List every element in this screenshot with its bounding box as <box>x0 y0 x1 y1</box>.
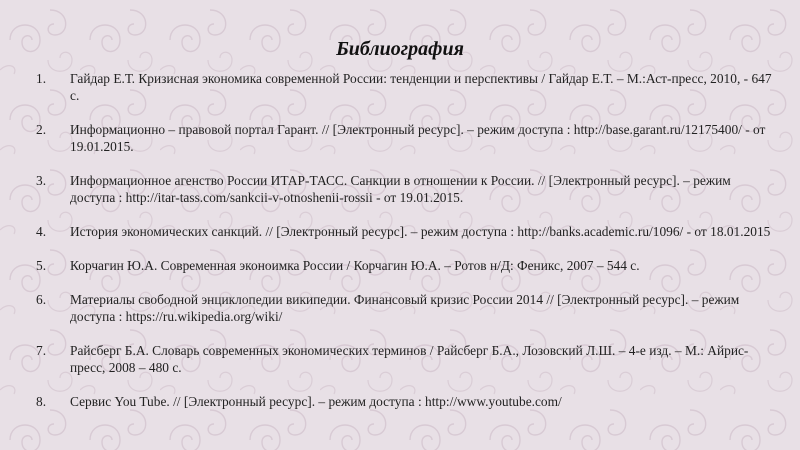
item-number: 8. <box>36 394 47 409</box>
list-item <box>36 70 776 104</box>
item-text: Корчагин Ю.А. Современная эконоимка России / Корчагин Ю.А. – Ротов н/Д: Феникс, 2007 – 544 с. <box>70 258 640 273</box>
list-item <box>36 342 776 376</box>
list-item <box>36 291 776 325</box>
item-number: 6. <box>36 292 47 307</box>
item-text: Сервис You Tube. // [Электронный ресурс]. – режим доступа : http://www.youtube.com/ <box>70 394 562 409</box>
item-text: Информационное агенство России ИТАР-ТАСС. Санкции в отношении к России. // [Электронный ресурс]. – режим доступа : http://itar-tass.com/sankcii-v-otnoshenii-rossii - от 19.01.2015. <box>70 173 731 205</box>
bibliography-list <box>36 70 776 427</box>
item-number: 5. <box>36 258 47 273</box>
page-title: Библиография <box>336 38 464 60</box>
item-number: 7. <box>36 343 47 358</box>
item-text: Райсберг Б.А. Словарь современных экономических терминов / Райсберг Б.А., Лозовский Л.Ш. – 4-е изд. – М.: Айрис-пресс, 2008 – 480 с. <box>70 343 749 375</box>
list-item <box>36 257 776 274</box>
item-number: 2. <box>36 122 47 137</box>
item-number: 4. <box>36 224 47 239</box>
item-text: Гайдар Е.Т. Кризисная экономика современной России: тенденции и перспективы / Гайдар Е.Т. – М.:Аст-пресс, 2010, - 647 с. <box>70 71 772 103</box>
item-text: Информационно – правовой портал Гарант. // [Электронный ресурс]. – режим доступа : http://base.garant.ru/12175400/ - от 19.01.2015. <box>70 122 766 154</box>
item-text: Материалы свободной энциклопедии википедии. Финансовый кризис России 2014 // [Электронный ресурс]. – режим доступа : https://ru.wikipedia.org/wiki/ <box>70 292 740 324</box>
list-item <box>36 121 776 155</box>
item-number: 1. <box>36 71 47 86</box>
list-item <box>36 393 776 410</box>
list-item <box>36 223 776 240</box>
item-text: История экономических санкций. // [Электронный ресурс]. – режим доступа : http://banks.academic.ru/1096/ - от 18.01.2015 <box>70 224 771 239</box>
item-number: 3. <box>36 173 47 188</box>
list-item <box>36 172 776 206</box>
